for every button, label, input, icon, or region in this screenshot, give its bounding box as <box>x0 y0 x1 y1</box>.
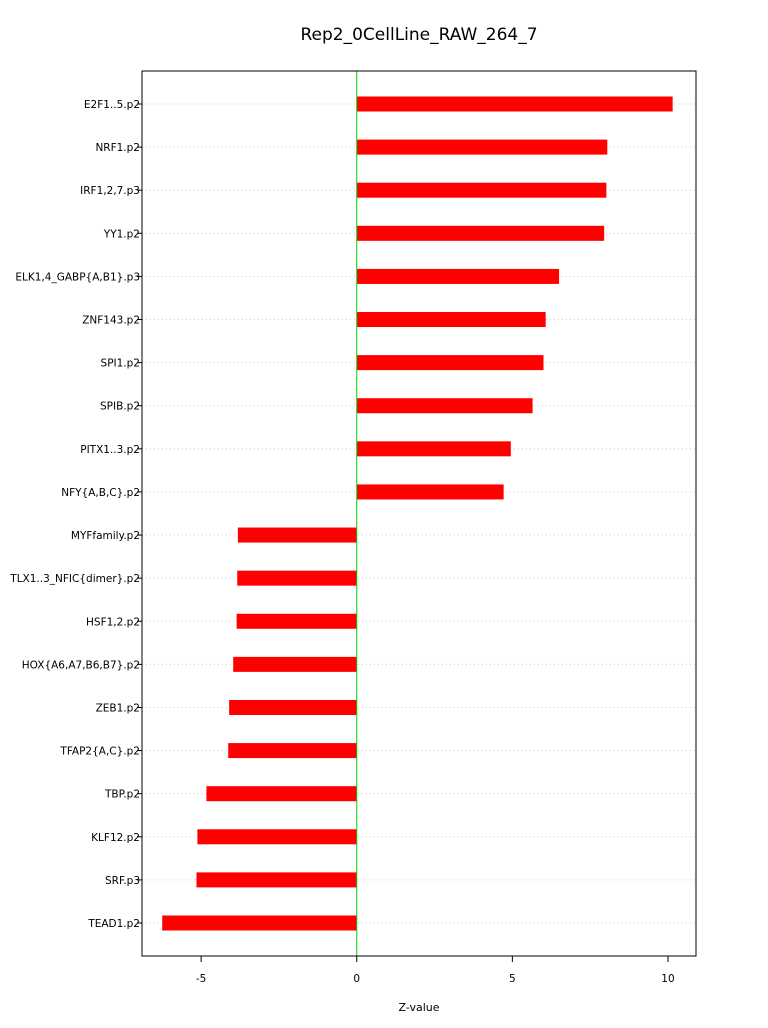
bar-PITX1..3.p2 <box>357 441 511 456</box>
bar-ELK1,4_GABP{A,B1}.p3 <box>357 269 559 284</box>
category-label: ZEB1.p2 <box>95 702 140 715</box>
bar-TFAP2{A,C}.p2 <box>228 743 357 758</box>
x-tick-label: 10 <box>661 973 675 985</box>
category-label: ZNF143.p2 <box>82 314 140 327</box>
bar-SPI1.p2 <box>357 355 544 370</box>
category-label: E2F1..5.p2 <box>83 99 140 111</box>
bar-NRF1.p2 <box>357 140 608 155</box>
x-tick-label: 5 <box>509 973 516 985</box>
x-tick-label: 0 <box>353 973 361 985</box>
bar-HOX{A6,A7,B6,B7}.p2 <box>233 657 357 672</box>
bar-HSF1,2.p2 <box>237 614 357 629</box>
bar-NFY{A,B,C}.p2 <box>357 484 504 499</box>
category-label: TEAD1.p2 <box>88 918 140 930</box>
bar-TBP.p2 <box>206 786 356 801</box>
category-label: SRF.p3 <box>105 874 140 887</box>
category-label: TFAP2{A,C}.p2 <box>60 745 140 758</box>
category-label: IRF1,2,7.p3 <box>80 185 140 198</box>
category-label: PITX1..3.p2 <box>80 443 140 456</box>
category-label: SPI1.p2 <box>100 357 140 370</box>
category-label: KLF12.p2 <box>91 831 140 844</box>
bar-ZEB1.p2 <box>229 700 357 715</box>
category-label: TLX1..3_NFIC{dimer}.p2 <box>10 573 140 586</box>
bar-E2F1..5.p2 <box>357 97 673 112</box>
category-label: YY1.p2 <box>103 228 140 241</box>
bar-SPIB.p2 <box>357 398 533 413</box>
chart-title: Rep2_0CellLine_RAW_264_7 <box>300 25 538 45</box>
category-label: ELK1,4_GABP{A,B1}.p3 <box>15 271 140 284</box>
category-label: NRF1.p2 <box>95 142 140 155</box>
bar-YY1.p2 <box>357 226 604 241</box>
plot-frame <box>142 71 696 956</box>
category-label: HSF1,2.p2 <box>86 616 140 629</box>
bar-MYFfamily.p2 <box>238 528 357 543</box>
x-axis <box>196 956 675 985</box>
category-labels <box>9 99 142 930</box>
bar-IRF1,2,7.p3 <box>357 183 607 198</box>
category-label: TBP.p2 <box>105 788 140 801</box>
bar-KLF12.p2 <box>197 829 356 844</box>
x-axis-label: Z-value <box>398 1001 440 1014</box>
category-label: NFY{A,B,C}.p2 <box>61 486 140 499</box>
bar-TLX1..3_NFIC{dimer}.p2 <box>237 571 357 586</box>
category-label: HOX{A6,A7,B6,B7}.p2 <box>21 659 140 672</box>
bar-SRF.p3 <box>196 872 356 887</box>
bar-TEAD1.p2 <box>162 916 357 931</box>
bars <box>162 97 672 931</box>
bar-ZNF143.p2 <box>357 312 546 327</box>
category-label: MYFfamily.p2 <box>70 530 140 543</box>
x-tick-label: -5 <box>195 973 207 985</box>
category-label: SPIB.p2 <box>100 400 140 413</box>
